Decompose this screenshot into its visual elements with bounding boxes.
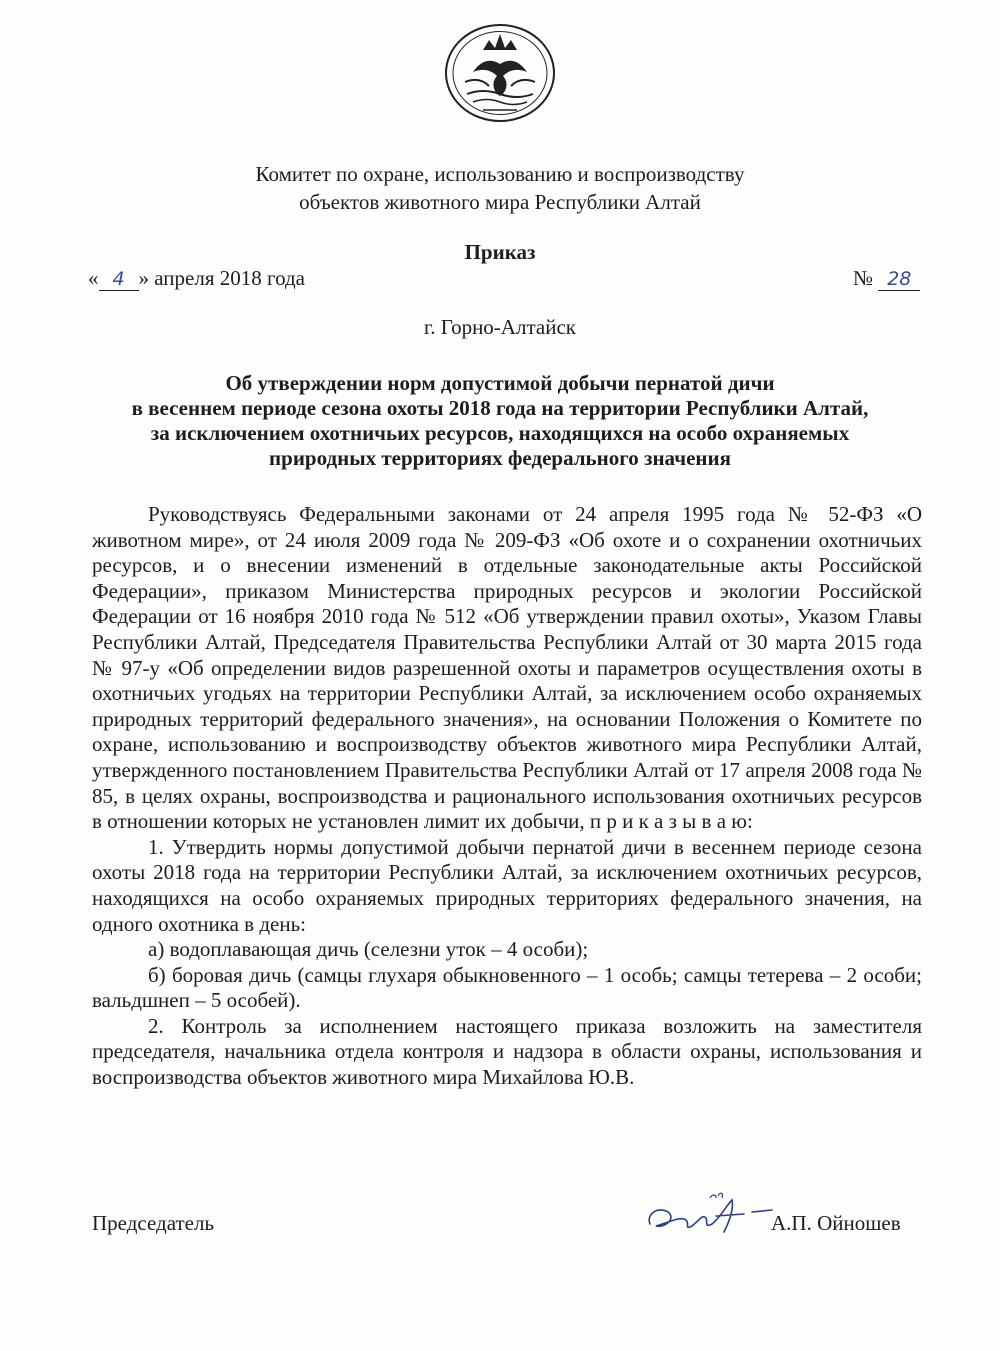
committee-line-1: Комитет по охране, использованию и воспроизводству (255, 162, 745, 186)
signatory-name: А.П. Ойношев (771, 1211, 901, 1235)
coat-of-arms-emblem (443, 22, 557, 124)
order-number (853, 266, 920, 291)
preamble-paragraph: Руководствуясь Федеральными законами от 24 апреля 1995 года № 52-ФЗ «О животном мире», от 24 июля 2009 года № 209-ФЗ «Об охоте и о сохранении охотничьих ресурсов, и о внесении изменений в отдельные законодательные акты Российской Федерации», приказом Министерства природных ресурсов и экологии Российской Федерации от 16 ноября 2010 года № 512 «Об утверждении правил охоты», Указом Главы Республики Алтай, Председателя Правительства Республики Алтай от 30 марта 2015 года № 97-у «Об определении видов разрешенной охоты и параметров осуществления охоты в охотничьих угодьях на территории Республики Алтай, за исключением особо охраняемых природных территорий федерального значения», на основании Положения о Комитете по охране, использованию и воспроизводству объектов животного мира Республики Алтай, утвержденного постановлением Правительства Республики Алтай от 17 апреля 2008 года № 85, в целях охраны, воспроизводства и рационального использования охотничьих ресурсов в отношении которых не установлен лимит их добычи, п р и к а з ы в а ю: (92, 502, 922, 834)
order-body (92, 502, 922, 1091)
title-line-3: за исключением охотничьих ресурсов, находящихся на особо охраняемых (150, 421, 850, 445)
item-1-paragraph: 1. Утвердить нормы допустимой добычи пернатой дичи в весеннем периоде сезона охоты 2018 года на территории Республики Алтай, за исключением охотничьих ресурсов, находящихся на особо охраняемых природных территориях федерального значения, на одного охотника в день: (92, 834, 922, 936)
item-1b-paragraph: б) боровая дичь (самцы глухаря обыкновенного – 1 особь; самцы тетерева – 2 особи; вальдшнеп – 5 особей). (92, 962, 922, 1013)
city: г. Горно-Алтайск (424, 315, 576, 339)
order-title (0, 371, 1000, 471)
title-line-1: Об утверждении норм допустимой добычи пернатой дичи (225, 371, 775, 395)
item-1a-paragraph: а) водоплавающая дичь (селезни уток – 4 особи); (148, 937, 589, 962)
number-value-handwritten: 28 (878, 268, 920, 291)
date-open-quote: « (88, 266, 99, 290)
date-rest: » апреля 2018 года (138, 266, 305, 290)
number-label: № (853, 266, 874, 290)
title-line-2: в весеннем периоде сезона охоты 2018 года на территории Республики Алтай, (131, 396, 869, 420)
handwritten-signature (640, 1186, 780, 1242)
signatory-position: Председатель (92, 1211, 215, 1235)
committee-header (0, 160, 1000, 216)
date-day-handwritten: 4 (99, 268, 139, 291)
title-line-4: природных территориях федерального значения (269, 446, 731, 470)
item-2-paragraph: 2. Контроль за исполнением настоящего приказа возложить на заместителя председателя, начальника отдела контроля и надзора в области охраны, использования и воспроизводства объектов животного мира Михайлова Ю.В. (92, 1013, 922, 1090)
order-date (88, 266, 305, 291)
document-type: Приказ (464, 240, 536, 264)
committee-line-2: объектов животного мира Республики Алтай (299, 190, 701, 214)
